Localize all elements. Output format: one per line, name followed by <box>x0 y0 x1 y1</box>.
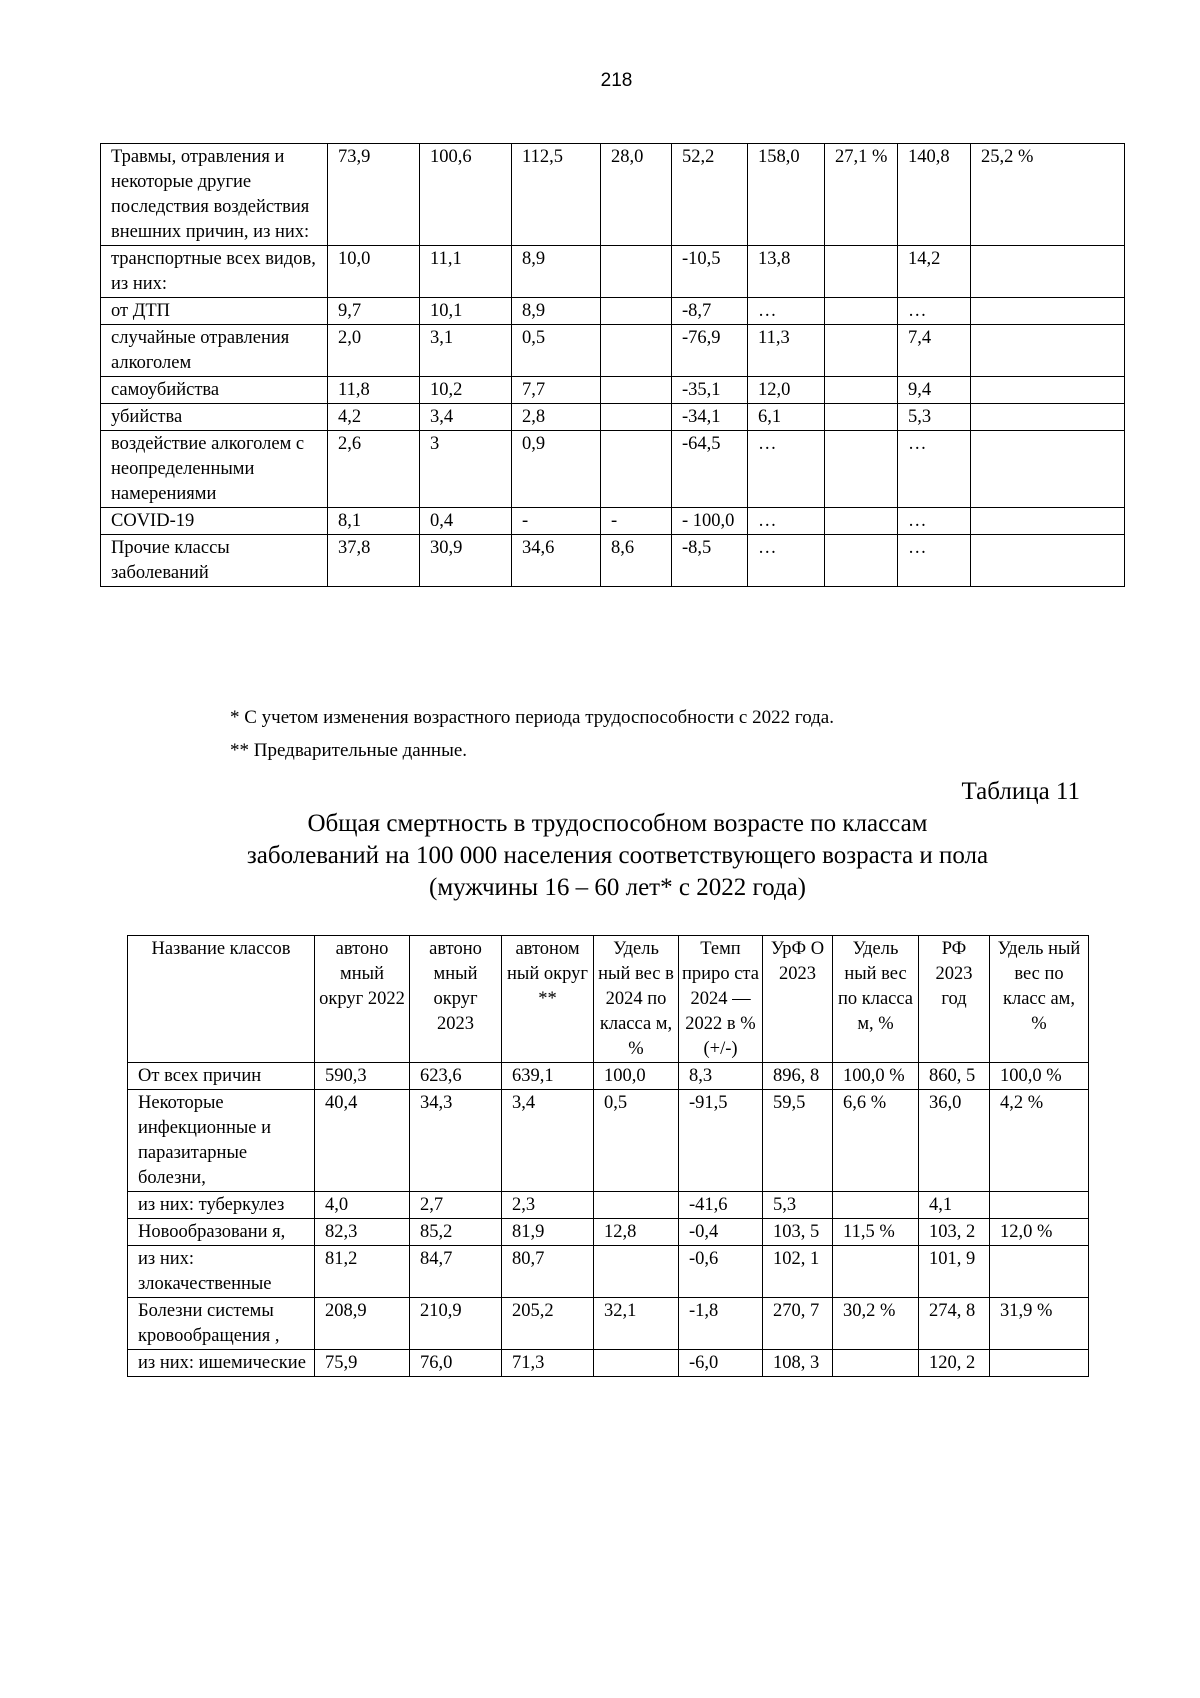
row-label-cell: Болезни системы кровообращения , <box>128 1298 315 1350</box>
value-cell: 2,8 <box>512 404 601 431</box>
value-cell: … <box>748 535 825 587</box>
table-row <box>128 1298 1089 1350</box>
value-cell <box>601 404 672 431</box>
value-cell: 52,2 <box>672 144 748 246</box>
value-cell <box>971 377 1125 404</box>
value-cell: 3,4 <box>420 404 512 431</box>
value-cell <box>825 404 898 431</box>
value-cell: 37,8 <box>328 535 420 587</box>
table-row <box>101 246 1125 298</box>
table-row <box>128 1192 1089 1219</box>
table-row <box>101 431 1125 508</box>
value-cell: -6,0 <box>679 1350 763 1377</box>
footnote-preliminary: ** Предварительные данные. <box>230 740 468 761</box>
column-header: Удель ный вес в 2024 по класса м, % <box>594 936 679 1063</box>
value-cell <box>825 431 898 508</box>
value-cell: 108, 3 <box>763 1350 833 1377</box>
value-cell: 11,3 <box>748 325 825 377</box>
value-cell: 2,0 <box>328 325 420 377</box>
value-cell <box>594 1192 679 1219</box>
value-cell: 12,0 <box>748 377 825 404</box>
mortality-table-11 <box>127 935 1089 1377</box>
value-cell: 12,8 <box>594 1219 679 1246</box>
value-cell: 103, 2 <box>919 1219 990 1246</box>
table-row <box>101 508 1125 535</box>
value-cell: 2,6 <box>328 431 420 508</box>
table-row <box>128 1350 1089 1377</box>
value-cell: 32,1 <box>594 1298 679 1350</box>
value-cell: 31,9 % <box>990 1298 1089 1350</box>
value-cell <box>601 298 672 325</box>
value-cell: 11,8 <box>328 377 420 404</box>
value-cell: 10,2 <box>420 377 512 404</box>
value-cell: 10,0 <box>328 246 420 298</box>
value-cell: 103, 5 <box>763 1219 833 1246</box>
value-cell: 28,0 <box>601 144 672 246</box>
value-cell: 5,3 <box>763 1192 833 1219</box>
value-cell: 270, 7 <box>763 1298 833 1350</box>
value-cell: 158,0 <box>748 144 825 246</box>
value-cell <box>601 325 672 377</box>
value-cell: 7,7 <box>512 377 601 404</box>
value-cell <box>601 377 672 404</box>
value-cell: 112,5 <box>512 144 601 246</box>
table-row <box>128 1246 1089 1298</box>
footnote-working-age: * С учетом изменения возрастного периода трудоспособности с 2022 года. <box>230 707 834 728</box>
value-cell: 4,0 <box>315 1192 410 1219</box>
table-row <box>101 404 1125 431</box>
row-label-cell: Прочие классы заболеваний <box>101 535 328 587</box>
value-cell: 12,0 % <box>990 1219 1089 1246</box>
value-cell: 84,7 <box>410 1246 502 1298</box>
table-row <box>128 1219 1089 1246</box>
value-cell <box>825 508 898 535</box>
row-label-cell: убийства <box>101 404 328 431</box>
value-cell: 36,0 <box>919 1090 990 1192</box>
value-cell: 5,3 <box>898 404 971 431</box>
value-cell: -91,5 <box>679 1090 763 1192</box>
value-cell: -1,8 <box>679 1298 763 1350</box>
value-cell: -8,5 <box>672 535 748 587</box>
column-header: автоном ный округ ** <box>502 936 594 1063</box>
column-header: автоно мный округ 2022 <box>315 936 410 1063</box>
value-cell: 30,9 <box>420 535 512 587</box>
value-cell: -35,1 <box>672 377 748 404</box>
value-cell: - 100,0 <box>672 508 748 535</box>
value-cell: 8,9 <box>512 246 601 298</box>
value-cell: 0,5 <box>512 325 601 377</box>
column-header: Название классов <box>128 936 315 1063</box>
value-cell: -41,6 <box>679 1192 763 1219</box>
table-row <box>128 1090 1089 1192</box>
value-cell: -8,7 <box>672 298 748 325</box>
value-cell: 0,4 <box>420 508 512 535</box>
value-cell <box>990 1246 1089 1298</box>
value-cell <box>825 535 898 587</box>
value-cell: 274, 8 <box>919 1298 990 1350</box>
value-cell: 101, 9 <box>919 1246 990 1298</box>
value-cell: 8,1 <box>328 508 420 535</box>
table-row <box>101 377 1125 404</box>
value-cell: 14,2 <box>898 246 971 298</box>
table-row <box>101 325 1125 377</box>
row-label-cell: из них: ишемические <box>128 1350 315 1377</box>
value-cell: 623,6 <box>410 1063 502 1090</box>
value-cell <box>833 1350 919 1377</box>
value-cell <box>594 1246 679 1298</box>
column-header: РФ 2023 год <box>919 936 990 1063</box>
value-cell: 81,9 <box>502 1219 594 1246</box>
column-header: УрФ О 2023 <box>763 936 833 1063</box>
value-cell: 85,2 <box>410 1219 502 1246</box>
value-cell: 13,8 <box>748 246 825 298</box>
value-cell: 102, 1 <box>763 1246 833 1298</box>
value-cell <box>594 1350 679 1377</box>
value-cell: 8,3 <box>679 1063 763 1090</box>
value-cell: - <box>512 508 601 535</box>
row-label-cell: Некоторые инфекционные и паразитарные болезни, <box>128 1090 315 1192</box>
value-cell: 2,3 <box>502 1192 594 1219</box>
value-cell: … <box>898 431 971 508</box>
table-row <box>101 298 1125 325</box>
value-cell <box>971 246 1125 298</box>
value-cell: 4,1 <box>919 1192 990 1219</box>
value-cell <box>971 535 1125 587</box>
value-cell: 896, 8 <box>763 1063 833 1090</box>
value-cell: 3,4 <box>502 1090 594 1192</box>
value-cell <box>601 431 672 508</box>
value-cell: 208,9 <box>315 1298 410 1350</box>
value-cell: -0,6 <box>679 1246 763 1298</box>
value-cell: 590,3 <box>315 1063 410 1090</box>
value-cell: 76,0 <box>410 1350 502 1377</box>
value-cell: 34,3 <box>410 1090 502 1192</box>
value-cell: 11,1 <box>420 246 512 298</box>
value-cell: 0,5 <box>594 1090 679 1192</box>
value-cell: 6,1 <box>748 404 825 431</box>
mortality-table-continued <box>100 143 1125 587</box>
column-header: Темп приро ста 2024 — 2022 в % (+/-) <box>679 936 763 1063</box>
value-cell: 40,4 <box>315 1090 410 1192</box>
value-cell: 9,4 <box>898 377 971 404</box>
value-cell: 11,5 % <box>833 1219 919 1246</box>
value-cell: 8,6 <box>601 535 672 587</box>
row-label-cell: транспортные всех видов, из них: <box>101 246 328 298</box>
value-cell <box>825 377 898 404</box>
table-label: Таблица 11 <box>961 778 1080 805</box>
value-cell: 80,7 <box>502 1246 594 1298</box>
value-cell: 140,8 <box>898 144 971 246</box>
value-cell: 81,2 <box>315 1246 410 1298</box>
row-label-cell: воздействие алкоголем с неопределенными намерениями <box>101 431 328 508</box>
value-cell: 34,6 <box>512 535 601 587</box>
row-label-cell: случайные отравления алкоголем <box>101 325 328 377</box>
page-number: 218 <box>600 70 633 91</box>
value-cell: 4,2 <box>328 404 420 431</box>
value-cell: 8,9 <box>512 298 601 325</box>
value-cell <box>825 246 898 298</box>
value-cell: 210,9 <box>410 1298 502 1350</box>
value-cell: 120, 2 <box>919 1350 990 1377</box>
value-cell: 27,1 % <box>825 144 898 246</box>
value-cell <box>833 1246 919 1298</box>
row-label-cell: от ДТП <box>101 298 328 325</box>
row-label-cell: Травмы, отравления и некоторые другие последствия воздействия внешних причин, из них: <box>101 144 328 246</box>
value-cell: 10,1 <box>420 298 512 325</box>
table-title-line: Общая смертность в трудоспособном возрасте по классам <box>307 810 928 837</box>
value-cell: … <box>748 298 825 325</box>
row-label-cell: самоубийства <box>101 377 328 404</box>
value-cell: 0,9 <box>512 431 601 508</box>
value-cell: 73,9 <box>328 144 420 246</box>
value-cell: 6,6 % <box>833 1090 919 1192</box>
value-cell: 75,9 <box>315 1350 410 1377</box>
value-cell <box>825 298 898 325</box>
value-cell <box>990 1350 1089 1377</box>
value-cell: … <box>748 508 825 535</box>
table-title <box>150 808 1085 904</box>
value-cell: … <box>898 298 971 325</box>
table-row <box>101 535 1125 587</box>
value-cell: 71,3 <box>502 1350 594 1377</box>
table-row <box>101 144 1125 246</box>
row-label-cell: из них: туберкулез <box>128 1192 315 1219</box>
value-cell <box>601 246 672 298</box>
value-cell: -64,5 <box>672 431 748 508</box>
column-header: Удель ный вес по класса м, % <box>833 936 919 1063</box>
column-header: Удель ный вес по класс ам, % <box>990 936 1089 1063</box>
value-cell: 100,0 % <box>833 1063 919 1090</box>
value-cell: 3 <box>420 431 512 508</box>
value-cell: 7,4 <box>898 325 971 377</box>
value-cell <box>971 404 1125 431</box>
row-label-cell: От всех причин <box>128 1063 315 1090</box>
value-cell: 59,5 <box>763 1090 833 1192</box>
column-header: автоно мный округ 2023 <box>410 936 502 1063</box>
value-cell <box>825 325 898 377</box>
value-cell: -34,1 <box>672 404 748 431</box>
value-cell: 4,2 % <box>990 1090 1089 1192</box>
value-cell: 3,1 <box>420 325 512 377</box>
table-header-row <box>128 936 1089 1063</box>
value-cell: … <box>898 508 971 535</box>
table-title-line: (мужчины 16 – 60 лет* с 2022 года) <box>429 874 806 901</box>
value-cell: 2,7 <box>410 1192 502 1219</box>
value-cell: 100,0 <box>594 1063 679 1090</box>
value-cell: - <box>601 508 672 535</box>
value-cell: 25,2 % <box>971 144 1125 246</box>
value-cell <box>971 325 1125 377</box>
value-cell: 205,2 <box>502 1298 594 1350</box>
value-cell: 82,3 <box>315 1219 410 1246</box>
value-cell <box>990 1192 1089 1219</box>
value-cell <box>971 508 1125 535</box>
value-cell: -76,9 <box>672 325 748 377</box>
table-title-line: заболеваний на 100 000 населения соответствующего возраста и пола <box>246 842 989 869</box>
value-cell <box>833 1192 919 1219</box>
row-label-cell: COVID-19 <box>101 508 328 535</box>
value-cell: -10,5 <box>672 246 748 298</box>
row-label-cell: из них: злокачественные <box>128 1246 315 1298</box>
value-cell: … <box>748 431 825 508</box>
table-row <box>128 1063 1089 1090</box>
value-cell: -0,4 <box>679 1219 763 1246</box>
value-cell: 30,2 % <box>833 1298 919 1350</box>
value-cell: 100,0 % <box>990 1063 1089 1090</box>
value-cell: 9,7 <box>328 298 420 325</box>
value-cell <box>971 431 1125 508</box>
value-cell <box>971 298 1125 325</box>
value-cell: 100,6 <box>420 144 512 246</box>
value-cell: 860, 5 <box>919 1063 990 1090</box>
value-cell: 639,1 <box>502 1063 594 1090</box>
row-label-cell: Новообразовани я, <box>128 1219 315 1246</box>
value-cell: … <box>898 535 971 587</box>
